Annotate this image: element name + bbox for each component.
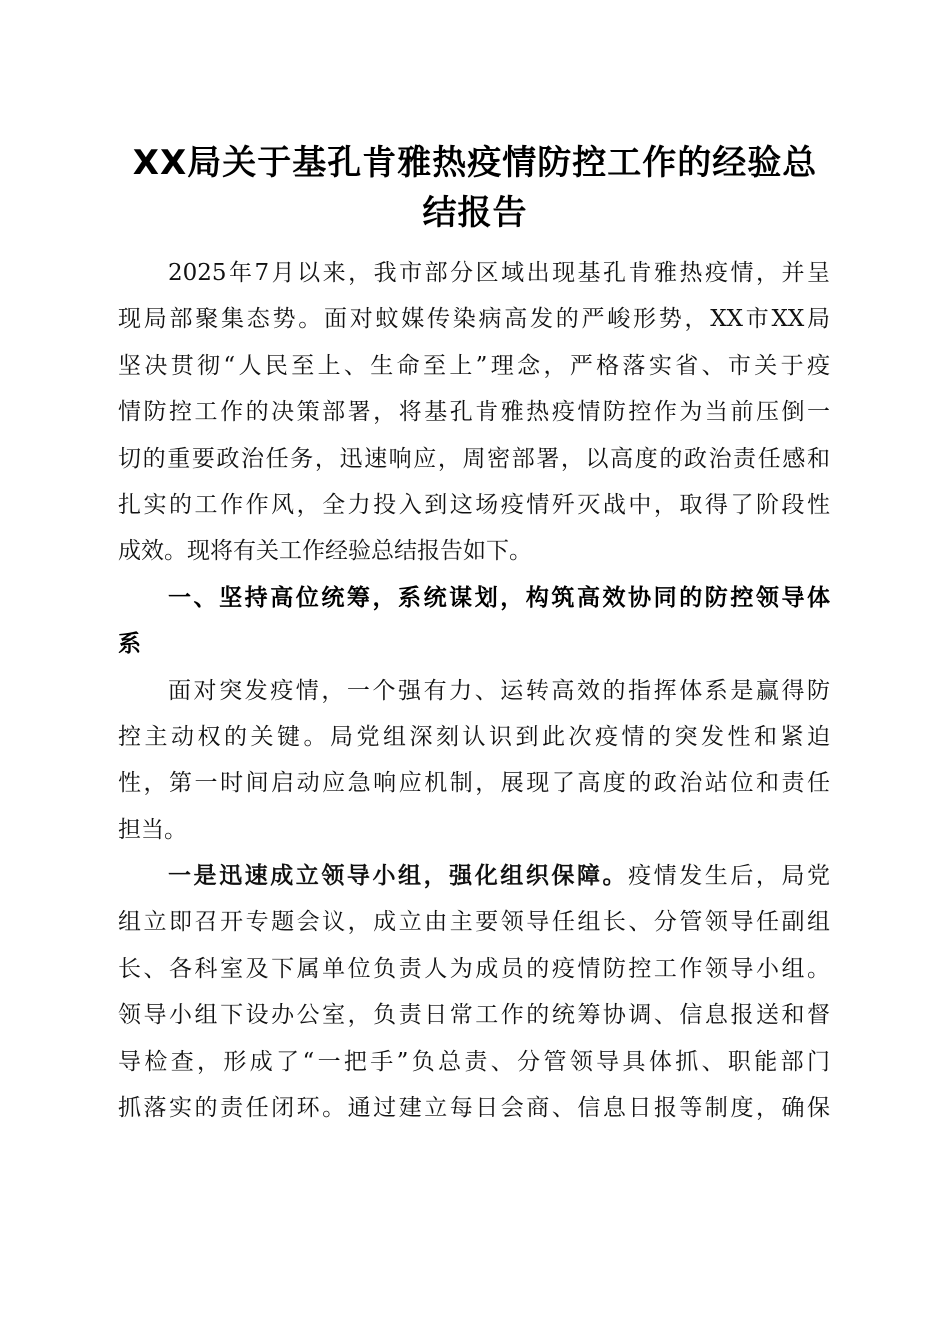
text-line: 控主动权的关键。局党组深刻认识到此次疫情的突发性和紧迫 xyxy=(118,723,830,750)
text-line: 坚决贯彻“人民至上、生命至上”理念，严格落实省、市关于疫 xyxy=(118,352,830,379)
section-heading-1 xyxy=(118,575,830,668)
heading-line: 系 xyxy=(118,631,141,658)
text-line: 组立即召开专题会议，成立由主要领导任组长、分管领导任副组 xyxy=(118,909,830,936)
title-line-1: XX局关于基孔肯雅热疫情防控工作的经验总 xyxy=(132,143,818,183)
text-line: 切的重要政治任务，迅速响应，周密部署，以高度的政治责任感和 xyxy=(118,445,830,472)
text-line xyxy=(118,853,830,899)
paragraph-intro xyxy=(118,250,830,575)
lead-line-rest: 疫情发生后，局党 xyxy=(628,863,830,890)
paragraph-leading-group xyxy=(118,853,830,1131)
text-line: 抓落实的责任闭环。通过建立每日会商、信息日报等制度，确保 xyxy=(118,1095,830,1122)
text-line: 面对突发疫情，一个强有力、运转高效的指挥体系是赢得防 xyxy=(168,677,830,704)
text-line: 现局部聚集态势。面对蚊媒传染病高发的严峻形势，XX市XX局 xyxy=(118,306,830,333)
document-body xyxy=(118,250,830,1131)
text-line: 担当。 xyxy=(118,816,187,843)
paragraph-command-system xyxy=(118,668,830,854)
paragraph-lead-in: 一是迅速成立领导小组，强化组织保障。 xyxy=(168,862,629,890)
text-line: 2025年7月以来，我市部分区域出现基孔肯雅热疫情，并呈 xyxy=(168,260,830,286)
text-line: 情防控工作的决策部署，将基孔肯雅热疫情防控作为当前压倒一 xyxy=(118,399,830,426)
text-line: 扎实的工作作风，全力投入到这场疫情歼灭战中，取得了阶段性 xyxy=(118,491,830,518)
text-line: 导检查，形成了“一把手”负总责、分管领导具体抓、职能部门 xyxy=(118,1048,830,1075)
text-line: 成效。现将有关工作经验总结报告如下。 xyxy=(118,538,532,565)
text-line: 性，第一时间启动应急响应机制，展现了高度的政治站位和责任 xyxy=(118,770,830,797)
text-line: 领导小组下设办公室，负责日常工作的统筹协调、信息报送和督 xyxy=(118,1002,830,1029)
text-line: 长、各科室及下属单位负责人为成员的疫情防控工作领导小组。 xyxy=(118,955,830,982)
document-title xyxy=(110,138,840,238)
title-line-2: 结报告 xyxy=(422,193,528,233)
heading-line: 一、坚持高位统筹，系统谋划，构筑高效协同的防控领导体 xyxy=(168,584,830,611)
